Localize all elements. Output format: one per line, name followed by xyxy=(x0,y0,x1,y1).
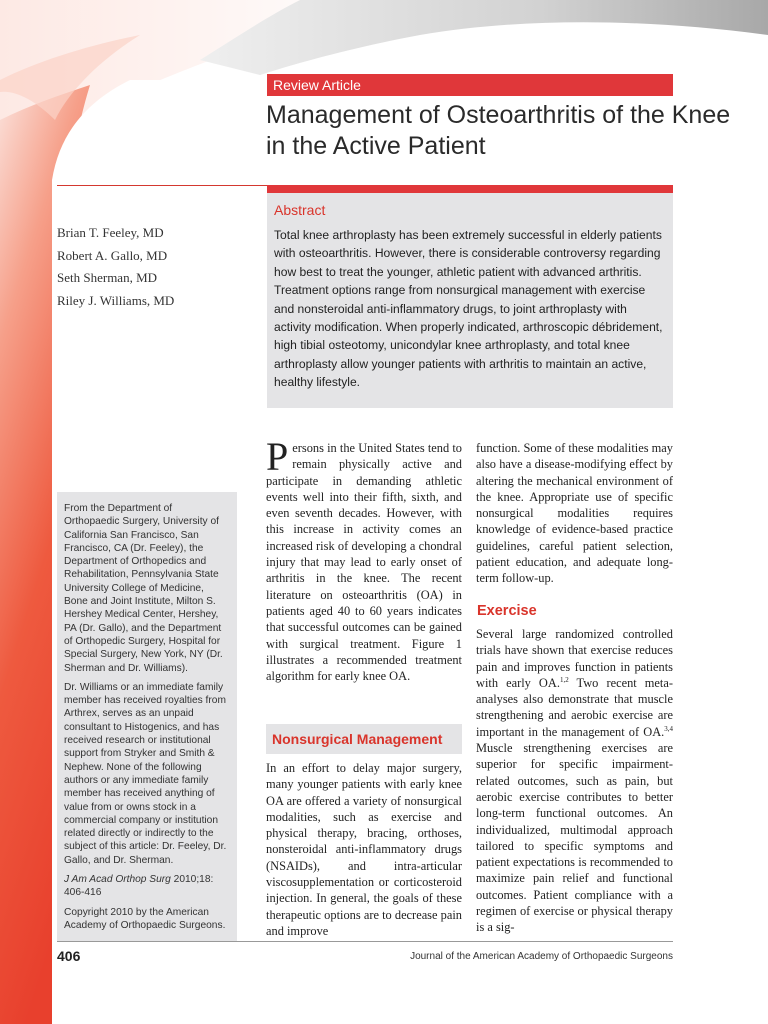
column2-text: function. Some of these modalities may also have a disease-modifying effect by altering the mechanical environment of the knee. Appropriate use of specific nonsurgical modalities requires knowledge of evidence-based practice guidelines, careful patient selection, patient education, and adequate long-term follow-up. xyxy=(476,441,673,586)
author-name: Robert A. Gallo, MD xyxy=(57,247,168,263)
intro-paragraph xyxy=(266,434,462,684)
author-list xyxy=(57,222,257,312)
title-divider-line xyxy=(57,185,267,186)
author-name: Seth Sherman, MD xyxy=(57,270,158,285)
abstract-top-bar xyxy=(267,185,673,193)
section-heading-nonsurgical: Nonsurgical Management xyxy=(272,731,443,747)
author-name: Riley J. Williams, MD xyxy=(57,292,175,308)
reference-marker[interactable]: 1,2 xyxy=(559,675,569,684)
abstract-text: Total knee arthroplasty has been extremely successful in elderly patients with osteoarthritis. However, there is considerable controversy regarding how best to treat the younger, athletic patient with advanced arthritis. Treatment options range from nonsurgical management with exercise and nonsteroidal anti-inflammatory drugs, to joint arthroplasty with activity modification. When properly indicated, arthroscopic débridement, high tibial osteotomy, unicondylar knee arthroplasty, and total knee arthroplasty allow younger patients with arthritis to maintain an active, healthy lifestyle. xyxy=(274,228,663,390)
intro-text: ersons in the United States tend to remain physically active and participate in demanding athletic events well into their fifth, sixth, and even seventh decades. However, with this increase in activity comes an increased risk of developing a chondral injury that may lead to early onset of arthritis in the knee. The recent literature on osteoarthritis (OA) in patients aged 40 to 60 years indicates that successful outcomes can be gained with surgical treatment. Figure 1 illustrates a recommended treatment algorithm for early knee OA. xyxy=(266,441,462,684)
journal-name: Journal of the American Academy of Orthopaedic Surgeons xyxy=(410,951,673,962)
exercise-text: Muscle strengthening exercises are superior for specific impairment-related outcomes, such as pain, but aerobic exercise contributes to better long-term functional outcomes. An individualized, multimodal approach tailored to specific symptoms and patient expectations is recommended to maximize pain relief and functional outcomes. Patient compliance with a regimen of exercise or physical therapy is a sig- xyxy=(476,741,673,935)
reference-marker[interactable]: 3,4 xyxy=(664,724,673,733)
exercise-text: Two recent meta-analyses also demonstrate that muscle strengthening and aerobic exercise are important in the management of OA. xyxy=(476,675,673,739)
column2-paragraph xyxy=(476,440,673,587)
affiliation-text: From the Department of Orthopaedic Surgery, University of California San Francisco, San Francisco, CA (Dr. Feeley), the Department of Orthopedics and Rehabilitation, Pennsylvania State University College of Medicine, Bone and Joint Institute, Milton S. Hershey Medical Center, Hershey, PA (Dr. Gallo), and the Department of Orthopedic Surgery, Hospital for Special Surgery, New York, NY (Dr. Sherman and Dr. Williams). xyxy=(64,503,223,674)
copyright-text: Copyright 2010 by the American Academy of Orthopaedic Surgeons. xyxy=(64,906,226,931)
article-type-label: Review Article xyxy=(267,74,673,96)
article-title: Management of Osteoarthritis of the Knee in the Active Patient xyxy=(266,101,731,160)
exercise-paragraph xyxy=(476,626,673,936)
section-heading-exercise: Exercise xyxy=(477,603,537,619)
nonsurgical-heading-box xyxy=(266,724,462,754)
nonsurgical-paragraph xyxy=(266,760,462,939)
drop-cap: P xyxy=(266,434,289,479)
affiliations-box xyxy=(57,492,237,941)
citation-detail: 2010;18: 406-416 xyxy=(64,874,214,899)
page-number: 406 xyxy=(57,948,81,964)
nonsurgical-text: In an effort to delay major surgery, many younger patients with early knee OA are offered a variety of nonsurgical modalities, such as exercise and physical therapy, bracing, orthoses, nonsteroidal anti-inflammatory drugs (NSAIDs), and intra-articular viscosupplementation or corticosteroid injection. In general, the goals of these therapeutic options are to decrease pain and improve xyxy=(266,761,462,938)
citation xyxy=(64,873,230,900)
abstract-heading: Abstract xyxy=(274,202,326,218)
citation-journal: J Am Acad Orthop Surg xyxy=(64,874,171,886)
disclosure-text: Dr. Williams or an immediate family member has received royalties from Arthrex, serves as an unpaid consultant to Histogenics, and has received research or institutional support from Stryker and Smith & Nephew. None of the following authors or any immediate family member has received anything of value from or owns stock in a commercial company or institution related directly or indirectly to the subject of this article: Dr. Feeley, Dr. Gallo, and Dr. Sherman. xyxy=(64,681,227,866)
footer-divider xyxy=(57,941,673,942)
abstract-box xyxy=(267,193,673,408)
exercise-text: Several large randomized controlled trials have shown that exercise reduces pain and improves function in patients with early OA. xyxy=(476,627,673,690)
author-name: Brian T. Feeley, MD xyxy=(57,225,164,240)
